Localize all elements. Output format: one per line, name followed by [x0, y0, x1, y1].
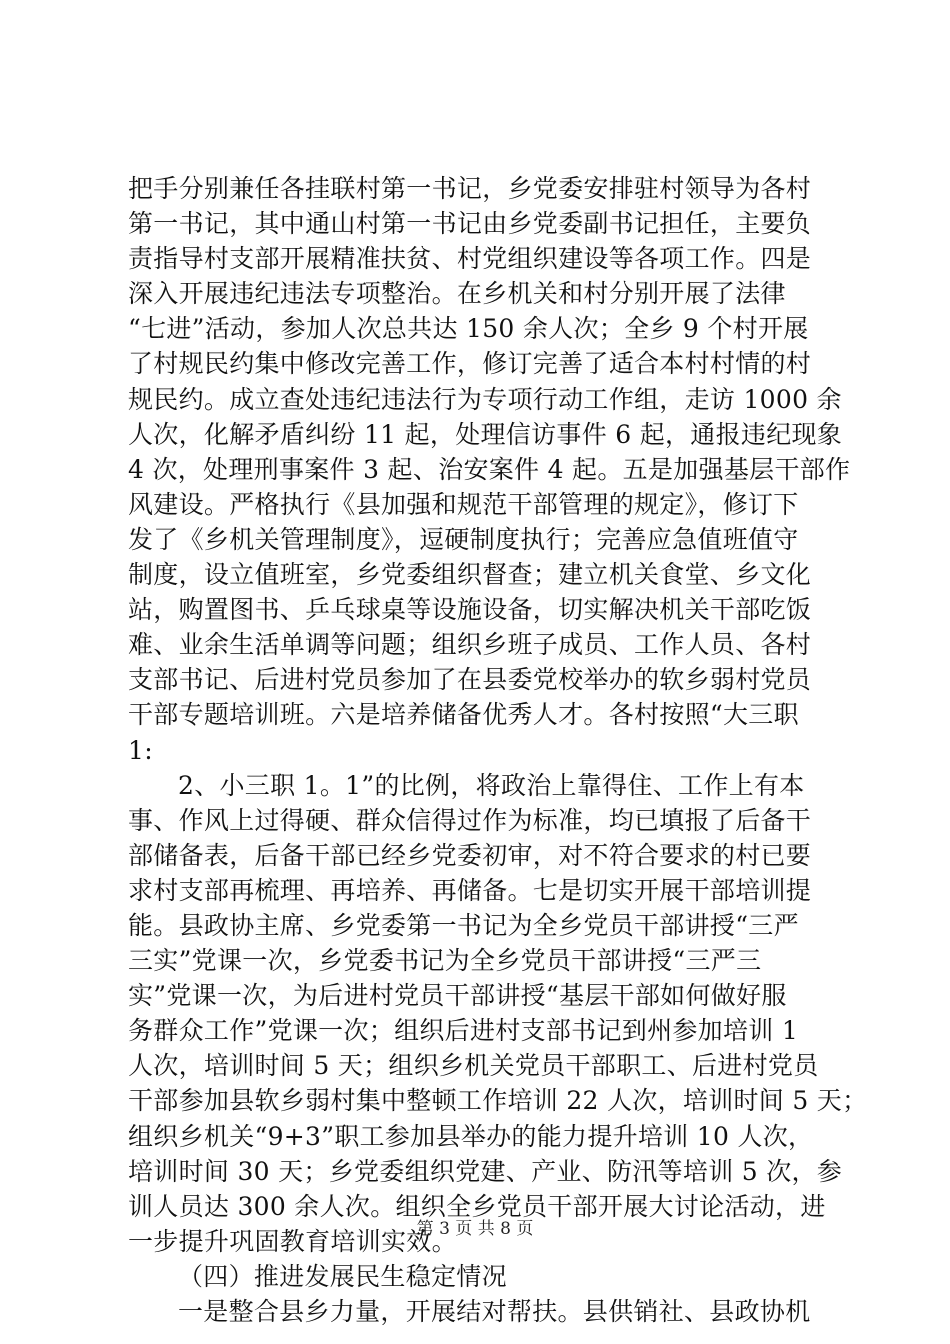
text-line: 训人员达 300 余人次。组织全乡党员干部开展大讨论活动，进 [128, 1191, 826, 1221]
text-line: 三实”党课一次，乡党委书记为全乡党员干部讲授“三严三 [128, 946, 762, 976]
text-line: 事、作风上过得硬、群众信得过作为标准，均已填报了后备干 [128, 805, 812, 835]
text-line: 规民约。成立查处违纪违法行为专项行动工作组，走访 1000 余 [128, 384, 842, 414]
paragraph-start-line: 一是整合县乡力量，开展结对帮扶。县供销社、县政协机 [178, 1297, 811, 1326]
text-line: 站，购置图书、乒乓球桌等设施设备，切实解决机关干部吃饭 [128, 595, 812, 625]
body-text [128, 171, 868, 1329]
section-heading: （四）推进发展民生稳定情况 [178, 1261, 507, 1291]
text-line: 求村支部再梳理、再培养、再储备。七是切实开展干部培训提 [128, 875, 812, 905]
text-line: 一步提升巩固教育培训实效。 [128, 1226, 457, 1256]
text-line: 能。县政协主席、乡党委第一书记为全乡党员干部讲授“三严 [128, 910, 799, 940]
text-line: “七进”活动，参加人次总共达 150 余人次；全乡 9 个村开展 [128, 314, 809, 344]
text-line: 1: [128, 735, 153, 765]
text-line: 务群众工作”党课一次；组织后进村支部书记到州参加培训 1 [128, 1016, 799, 1046]
page-number-footer: 第 3 页 共 8 页 [416, 1219, 534, 1239]
paragraph-start-line: 2、小三职 1。1”的比例，将政治上靠得住、工作上有本 [178, 770, 805, 800]
text-line: 制度，设立值班室，乡党委组织督查；建立机关食堂、乡文化 [128, 560, 812, 590]
text-line: 实”党课一次，为后进村党员干部讲授“基层干部如何做好服 [128, 981, 787, 1011]
text-line: 培训时间 30 天；乡党委组织党建、产业、防汛等培训 5 次，参 [128, 1156, 843, 1186]
text-line: 干部专题培训班。六是培养储备优秀人才。各村按照“大三职 [128, 700, 799, 730]
text-line: 4 次，处理刑事案件 3 起、治安案件 4 起。五是加强基层干部作 [128, 454, 851, 484]
text-line: 支部书记、后进村党员参加了在县委党校举办的软乡弱村党员 [128, 665, 812, 695]
text-line: 责指导村支部开展精准扶贫、村党组织建设等各项工作。四是 [128, 244, 812, 274]
text-line: 把手分别兼任各挂联村第一书记，乡党委安排驻村领导为各村 [128, 174, 812, 203]
text-line: 深入开展违纪违法专项整治。在乡机关和村分别开展了法律 [128, 279, 786, 309]
text-line: 难、业余生活单调等问题；组织乡班子成员、工作人员、各村 [128, 630, 812, 660]
text-line: 人次，培训时间 5 天；组织乡机关党员干部职工、后进村党员 [128, 1051, 819, 1081]
text-line: 人次，化解矛盾纠纷 11 起，处理信访事件 6 起，通报违纪现象 [128, 419, 843, 449]
text-line: 组织乡机关“9+3”职工参加县举办的能力提升培训 10 人次， [128, 1121, 814, 1151]
text-line: 干部参加县软乡弱村集中整顿工作培训 22 人次，培训时间 5 天； [128, 1086, 868, 1116]
text-line: 第一书记，其中通山村第一书记由乡党委副书记担任，主要负 [128, 209, 812, 239]
text-line: 了村规民约集中修改完善工作，修订完善了适合本村村情的村 [128, 349, 812, 379]
text-line: 部储备表，后备干部已经乡党委初审，对不符合要求的村已要 [128, 840, 812, 870]
text-line: 风建设。严格执行《县加强和规范干部管理的规定》，修订下 [128, 489, 799, 519]
text-line: 发了《乡机关管理制度》，逗硬制度执行；完善应急值班值守 [128, 524, 799, 554]
